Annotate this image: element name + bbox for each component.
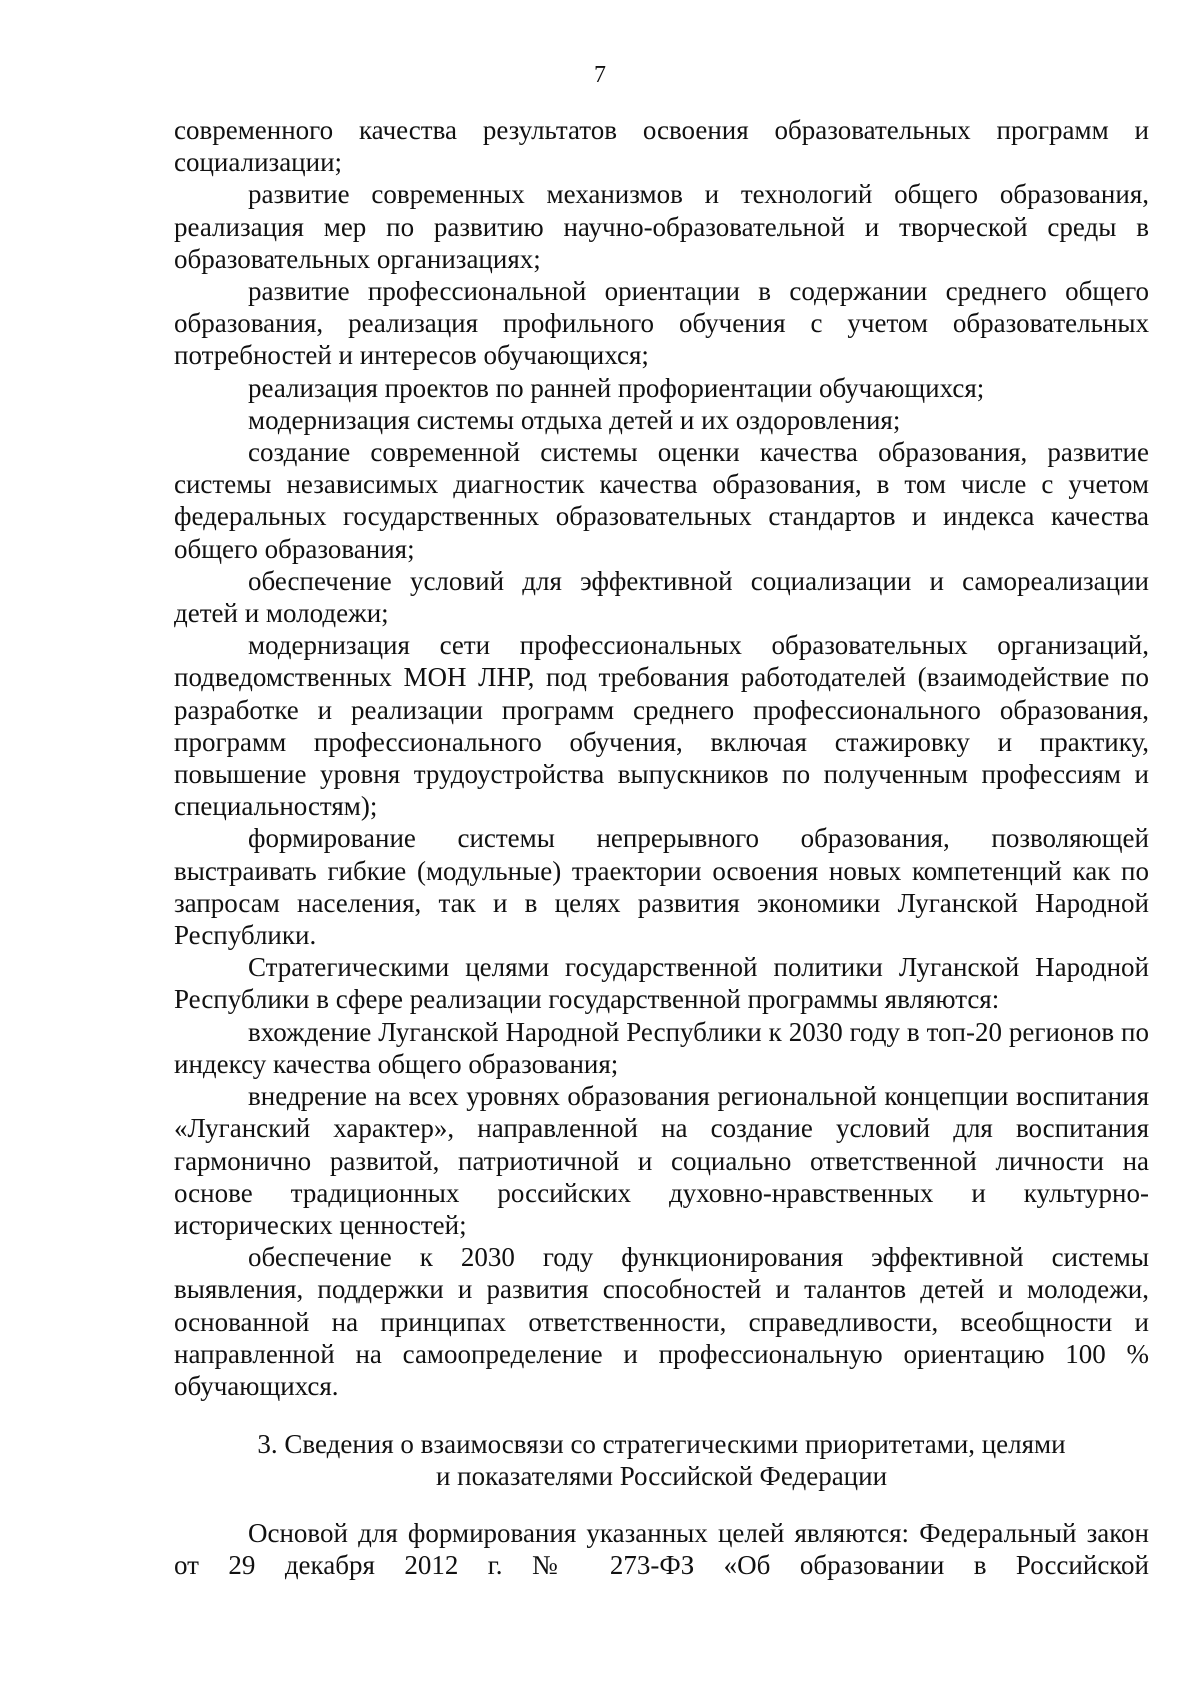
list-item: развитие профессиональной ориентации в содержании среднего общего образования, реализация профильного обучения с учетом образовательных потребностей и интересов обучающихся; — [174, 276, 1149, 371]
list-item: развитие современных механизмов и технологий общего образования, реализация мер по развитию научно-образовательной и творческой среды в образовательных организациях; — [174, 179, 1149, 274]
list-item: внедрение на всех уровнях образования региональной концепции воспитания «Луганский характер», направленной на создание условий для воспитания гармонично развитой, патриотичной и социально ответственной личности на основе традиционных российских духовно-нравственных и культурно-исторических ценностей; — [174, 1081, 1149, 1240]
list-item: реализация проектов по ранней профориентации обучающихся; — [248, 372, 985, 403]
list-item: обеспечение условий для эффективной социализации и самореализации детей и молодежи; — [174, 565, 1149, 629]
section-paragraph: Основой для формирования указанных целей являются: Федеральный закон от 29 декабря 2012 г. № 273-ФЗ «Об образовании в Российской — [174, 1518, 1149, 1581]
list-item: модернизация системы отдыха детей и их оздоровления; — [248, 404, 901, 435]
page-number: 7 — [594, 62, 606, 88]
section-body — [174, 1517, 1149, 1581]
list-item: формирование системы непрерывного образования, позволяющей выстраивать гибкие (модульные) траектории освоения новых компетенций как по запросам населения, так и в целях развития экономики Луганской Народной Республики. — [174, 823, 1149, 951]
list-item: обеспечение к 2030 году функционирования эффективной системы выявления, поддержки и развития способностей и талантов детей и молодежи, основанной на принципах ответственности, справедливости, всеобщности и направленной на самоопределение и профессиональную ориентацию 100 % обучающихся. — [174, 1242, 1149, 1401]
paragraph-continuation: современного качества результатов освоения образовательных программ и социализации; — [174, 115, 1149, 178]
list-item: модернизация сети профессиональных образовательных организаций, подведомственных МОН ЛНР, под требования работодателей (взаимодействие по разработке и реализации программ среднего профессионального образования, программ профессионального обучения, включая стажировку и практику, повышение уровня трудоустройства выпускников по полученным профессиям и специальностям); — [174, 630, 1149, 822]
document-body — [174, 114, 1149, 1402]
section-heading-line: и показателями Российской Федерации — [435, 1461, 888, 1492]
list-item: создание современной системы оценки качества образования, развитие системы независимых диагностик качества образования, в том числе с учетом федеральных государственных образовательных стандартов и индекса качества общего образования; — [174, 437, 1149, 564]
section-heading — [174, 1428, 1149, 1492]
list-item: вхождение Луганской Народной Республики к 2030 году в топ-20 регионов по индексу качества общего образования; — [174, 1016, 1149, 1079]
paragraph-strategic-goals: Стратегическими целями государственной политики Луганской Народной Республики в сфере реализации государственной программы являются: — [174, 952, 1149, 1015]
section-heading-line: 3. Сведения о взаимосвязи со стратегическими приоритетами, целями — [257, 1429, 1066, 1459]
